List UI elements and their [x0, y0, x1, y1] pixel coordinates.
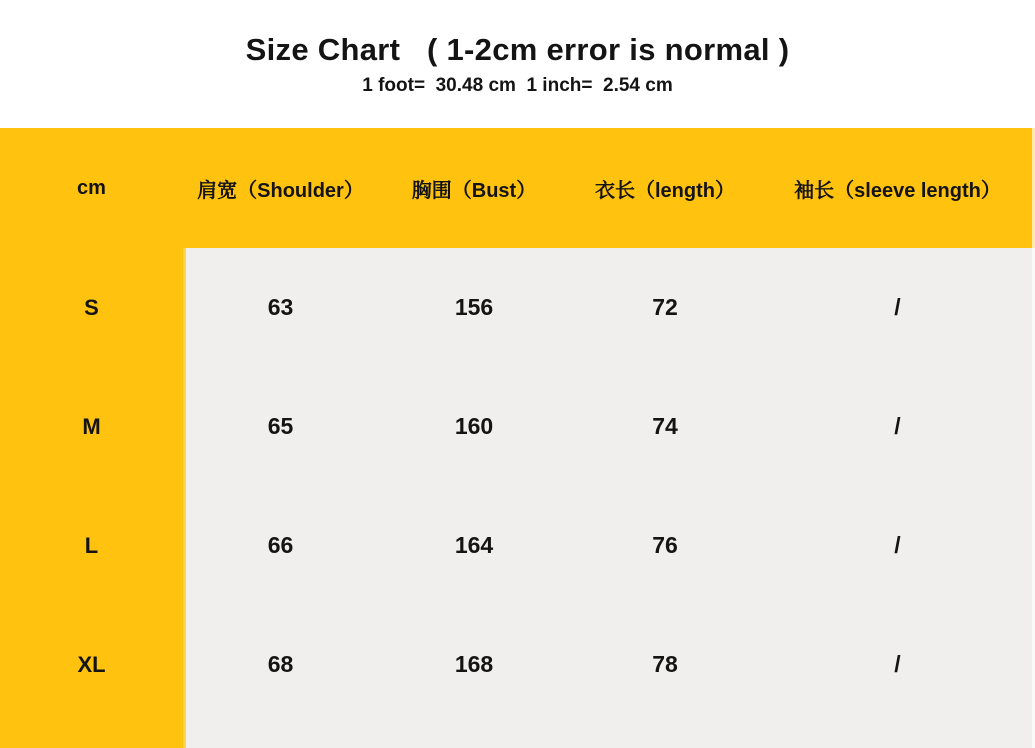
unit-conversion-note: 1 foot= 30.48 cm 1 inch= 2.54 cm	[362, 75, 673, 96]
value-bust: 168	[454, 651, 494, 677]
table-row-xl	[0, 605, 1035, 724]
column-header-length: 衣长（length）	[595, 179, 735, 202]
value-shoulder: 66	[267, 532, 294, 558]
value-bust: 156	[454, 294, 494, 320]
table-row-l	[0, 486, 1035, 605]
value-shoulder: 65	[267, 413, 294, 439]
size-label-s: S	[84, 294, 99, 320]
value-length: 78	[652, 651, 678, 677]
column-header-bust: 胸围（Bust）	[411, 179, 537, 202]
page-title: Size Chart ( 1-2cm error is normal )	[245, 32, 790, 67]
table-row-s	[0, 248, 1035, 367]
value-length: 74	[652, 413, 678, 439]
unit-header-cell: cm	[77, 176, 106, 199]
size-label-l: L	[84, 532, 99, 558]
size-table	[0, 128, 1035, 748]
value-sleeve-length: /	[894, 532, 901, 558]
size-label-xl: XL	[77, 651, 106, 677]
column-header-sleeve-length: 袖长（sleeve length）	[794, 179, 1001, 202]
page-header	[0, 0, 1035, 128]
table-row-m	[0, 367, 1035, 486]
value-sleeve-length: /	[894, 294, 901, 320]
value-shoulder: 68	[267, 651, 294, 677]
column-header-shoulder: 肩宽（Shoulder）	[197, 179, 364, 202]
size-table-panel	[0, 128, 1035, 748]
value-shoulder: 63	[267, 294, 294, 320]
size-label-m: M	[82, 413, 101, 439]
value-sleeve-length: /	[894, 413, 901, 439]
table-header-row	[0, 128, 1035, 248]
value-bust: 160	[454, 413, 494, 439]
value-sleeve-length: /	[894, 651, 901, 677]
value-length: 76	[652, 532, 678, 558]
value-length: 72	[652, 294, 678, 320]
value-bust: 164	[454, 532, 494, 558]
